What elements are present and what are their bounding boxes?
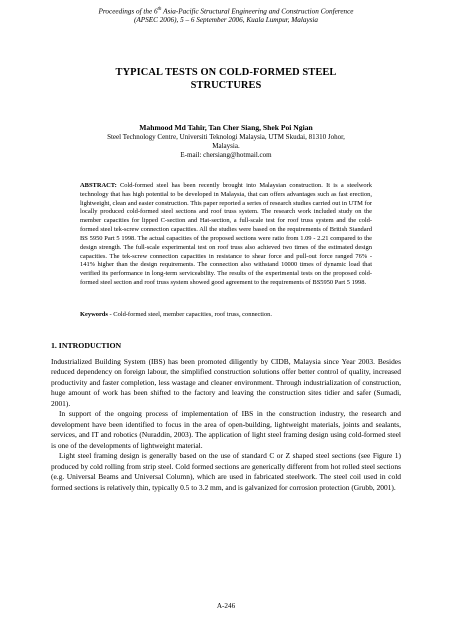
- body-text: [51, 357, 401, 493]
- page-number: A-246: [216, 602, 236, 610]
- abstract: [80, 182, 372, 288]
- author-affiliation: [90, 133, 362, 161]
- keywords-text: - Cold-formed steel, member capacities, roof truss, connection.: [107, 311, 273, 318]
- title-line-2: STRUCTURES: [190, 80, 262, 91]
- header-line-2: (APSEC 2006), 5 – 6 September 2006, Kuala Lumpur, Malaysia: [133, 16, 319, 25]
- keywords: [80, 311, 372, 320]
- paragraph: Industrialized Building System (IBS) has been promoted diligently by CIDB, Malaysia since Year 2003. Besides reduced dependency on foreign labour, the simplified construction solutions offer better control of quality, increased productivity and faster completion, less wastage and cleaner environment. Through industrialization of construction, huge amount of work has been shifted to the factory and leaving the construction sites tidier and safer (Sumadi, 2001).: [51, 357, 401, 408]
- paragraph: In support of the ongoing process of implementation of IBS in the construction industry, the research and development have been identified to focus in the area of open-building, lightweight materials, joints and sealants, services, and IT and robotics (Nuraddin, 2003). The application of light steel framing design using cold-formed steel is one of the developments of lightweight material.: [51, 409, 401, 450]
- conference-header: [40, 5, 412, 25]
- ordinal-superscript: th: [157, 7, 162, 12]
- affiliation-line-2: Malaysia.: [212, 142, 240, 151]
- author-list: Mahmood Md Tahir, Tan Cher Siang, Shek Poi Ngian: [139, 123, 313, 132]
- title-line-1: TYPICAL TESTS ON COLD-FORMED STEEL: [115, 67, 337, 78]
- keywords-label: Keywords: [80, 311, 108, 318]
- abstract-label: ABSTRACT:: [80, 182, 117, 189]
- section-heading: 1. INTRODUCTION: [51, 341, 122, 350]
- affiliation-line-1: Steel Technology Centre, Universiti Teknologi Malaysia, UTM Skudai, 81310 Johor,: [107, 133, 345, 141]
- paper-title: [60, 66, 392, 92]
- abstract-text: Cold-formed steel has been recently brought into Malaysian construction. It is a steelwork technology that has high potential to be developed in Malaysia, that can offers advantages such as fast erection, lightweight, clean and easier construction. This paper reported a series of research studies carried out in UTM for locally produced cold-formed steel sections and roof truss system. The research work included study on the member capacities for lipped C-section and Hat-section, a full-scale test for roof truss system and the cold-formed steel tek-screw connection capacities. All the studies were based on the requirements of British Standard BS 5950 Part 5 1998. The actual capacities of the proposed sections were ratio from 1.09 - 2.21 compared to the design strength. The full-scale experimental test on roof truss also achieved two times of the estimated design capacities. The tek-screw connection capacities in resistance to shear force and pull-out force ranged 76% - 141% higher than the design requirements. The connection also withstand 10000 times of dynamic load that verified its performance in long-term serviceability. The results of the experimental tests on the proposed cold-formed steel section and roof truss system showed good agreement to the requirements of BS5950 Part 5 1998.: [80, 182, 372, 286]
- header-line-1: Proceedings of the 6th Asia-Pacific Structural Engineering and Construction Conference: [98, 7, 354, 16]
- affiliation-email: E-mail: chersiang@hotmail.com: [180, 151, 272, 160]
- paragraph: Light steel framing design is generally based on the use of standard C or Z shaped steel sections (see Figure 1) produced by cold rolling from strip steel. Cold formed sections are generically different from hot rolled steel sections (e.g. Universal Beams and Universal Column), which are used in fabricated steelwork. The steel coil used in cold formed sections is relatively thin, typically 0.5 to 3.2 mm, and is galvanized for corrosion protection (Grubb, 2001).: [51, 451, 401, 492]
